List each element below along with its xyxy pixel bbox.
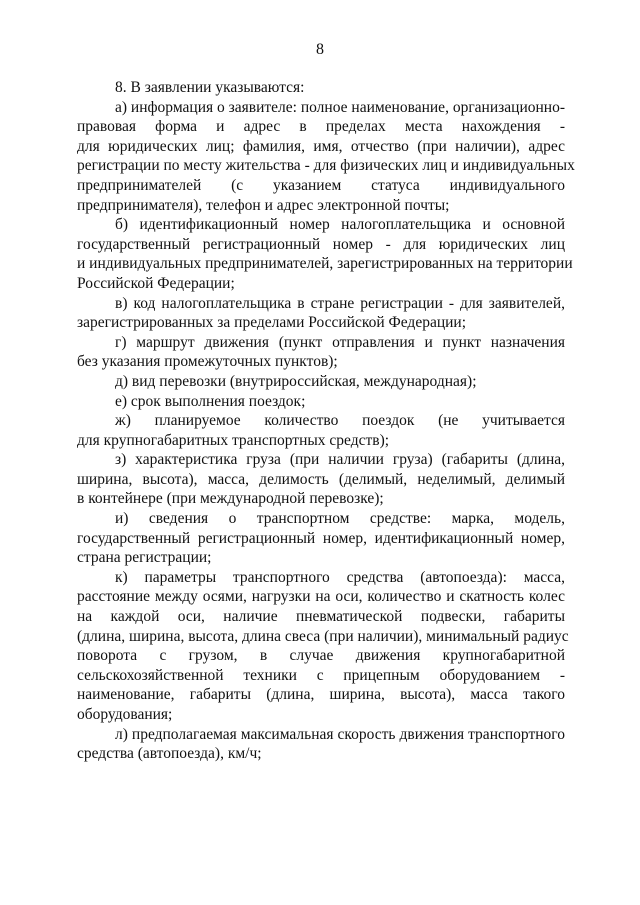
- document-body: [77, 78, 575, 764]
- text-line: правовая форма и адрес в пределах места нахождения -: [77, 118, 565, 136]
- text-line: сельскохозяйственной техники с прицепным оборудованием -: [77, 666, 565, 684]
- text-line: наименование, габариты (длина, ширина, высота), масса такого: [77, 686, 565, 704]
- text-line: ширина, высота), масса, делимость (делимый, неделимый, делимый: [77, 470, 565, 488]
- text-line: регистрации по месту жительства - для физических лиц и индивидуальных: [77, 157, 575, 175]
- text-line: на каждой оси, наличие пневматической подвески, габариты: [77, 608, 565, 626]
- text-line: в контейнере (при международной перевозке);: [77, 490, 384, 508]
- text-line: б) идентификационный номер налогоплательщика и основной: [115, 216, 565, 234]
- text-line: зарегистрированных за пределами Российской Федерации;: [77, 314, 467, 332]
- text-line: без указания промежуточных пунктов);: [77, 353, 338, 371]
- text-line: расстояние между осями, нагрузки на оси, количество и скатность колес: [77, 588, 565, 606]
- text-line: Российской Федерации;: [77, 274, 235, 292]
- text-line: государственный регистрационный номер - для юридических лиц: [77, 235, 565, 253]
- text-line: л) предполагаемая максимальная скорость движения транспортного: [115, 725, 565, 743]
- text-line: предпринимателей (с указанием статуса индивидуального: [77, 176, 565, 194]
- text-line: и) сведения о транспортном средстве: марка, модель,: [115, 510, 565, 528]
- text-line: средства (автопоезда), км/ч;: [77, 745, 262, 763]
- text-line: предпринимателя), телефон и адрес электронной почты;: [77, 196, 450, 214]
- text-line: государственный регистрационный номер, идентификационный номер,: [77, 529, 565, 547]
- text-line: е) срок выполнения поездок;: [115, 392, 306, 410]
- text-line: поворота с грузом, в случае движения крупногабаритной: [77, 647, 565, 665]
- text-line: к) параметры транспортного средства (автопоезда): масса,: [115, 568, 565, 586]
- page-number: 8: [316, 41, 324, 58]
- text-line: для юридических лиц; фамилия, имя, отчество (при наличии), адрес: [77, 137, 565, 155]
- text-line: ж) планируемое количество поездок (не учитывается: [115, 412, 565, 430]
- text-line: (длина, ширина, высота, длина свеса (при наличии), минимальный радиус: [77, 627, 569, 645]
- text-line: оборудования;: [77, 706, 173, 723]
- text-line: страна регистрации;: [77, 549, 212, 567]
- text-line: и индивидуальных предпринимателей, зарегистрированных на территории: [77, 255, 573, 273]
- text-line: для крупногабаритных транспортных средств);: [77, 431, 390, 449]
- text-line: г) маршрут движения (пункт отправления и пункт назначения: [115, 333, 565, 351]
- text-line: д) вид перевозки (внутрироссийская, международная);: [115, 372, 477, 390]
- text-line: а) информация о заявителе: полное наименование, организационно-: [115, 98, 565, 116]
- text-line: з) характеристика груза (при наличии груза) (габариты (длина,: [115, 451, 565, 469]
- text-line: в) код налогоплательщика в стране регистрации - для заявителей,: [115, 294, 565, 312]
- text-line: 8. В заявлении указываются:: [115, 79, 305, 96]
